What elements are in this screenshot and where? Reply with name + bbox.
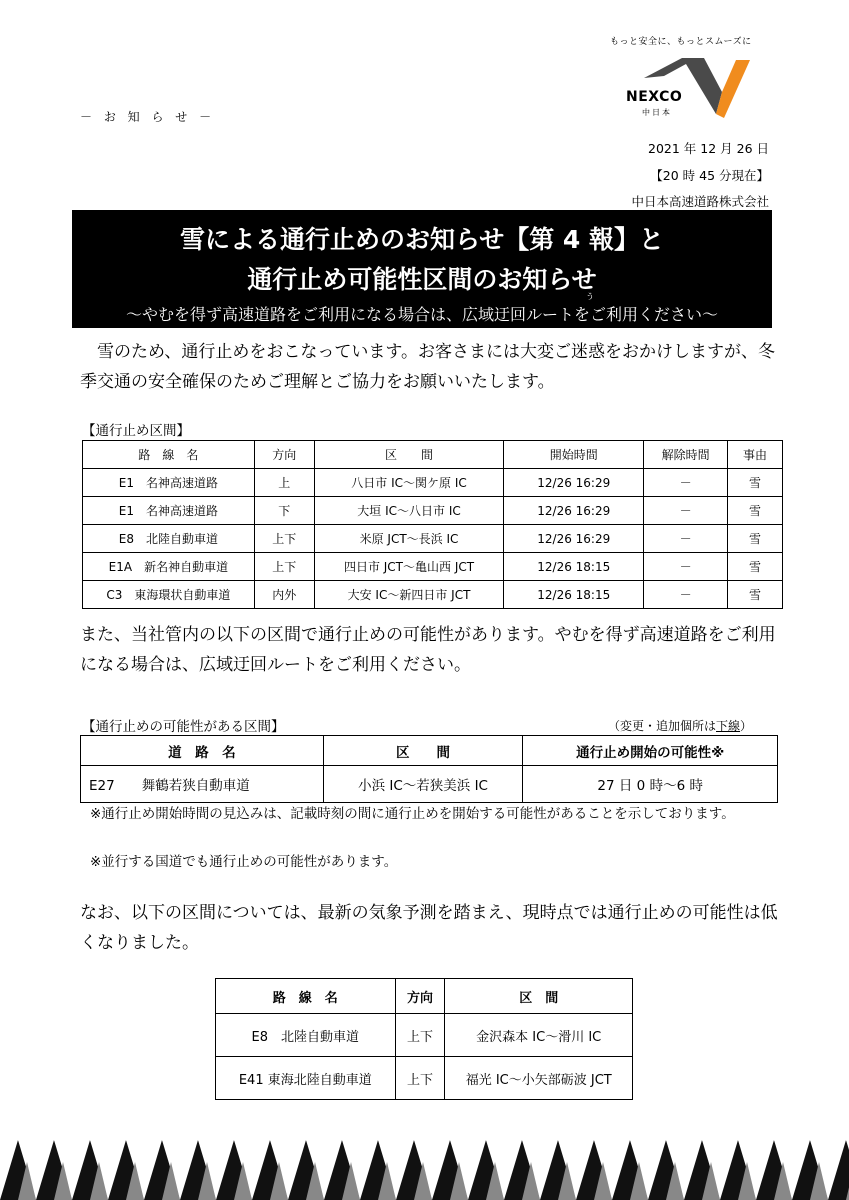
cell-start: 12/26 16:29 [504, 497, 644, 525]
col-header-section: 区 間 [445, 979, 633, 1014]
cell-route: E8 北陸自動車道 [216, 1014, 396, 1057]
issue-date: 2021 年 12 月 26 日 [648, 141, 769, 156]
cell-reason: 雪 [728, 469, 783, 497]
title-line-1: 雪による通行止めのお知らせ【第 4 報】と [179, 225, 665, 254]
closures-table [82, 440, 783, 609]
col-header-section: 区 間 [314, 441, 504, 469]
possible-label: 【通行止めの可能性がある区間】 [82, 719, 285, 735]
col-header-release: 解除時間 [644, 441, 728, 469]
cell-release: － [644, 525, 728, 553]
company-name: 中日本高速道路株式会社 [631, 194, 769, 209]
closures-label: 【通行止め区間】 [82, 423, 190, 439]
cell-reason: 雪 [728, 525, 783, 553]
legend-suffix: ） [740, 719, 753, 733]
table-header-row [81, 736, 778, 766]
table-row [216, 1057, 633, 1100]
cell-release: － [644, 497, 728, 525]
cell-start: 12/26 16:29 [504, 469, 644, 497]
low-possibility-paragraph: なお、以下の区間については、最新の気象予測を踏まえ、現時点では通行止めの可能性は低くなりました。 [80, 903, 778, 953]
logo-text: NEXCO [626, 89, 683, 105]
cell-route: E1A 新名神自動車道 [83, 553, 255, 581]
footer-triangle [828, 1140, 849, 1200]
possible-closures-table [80, 735, 778, 803]
cell-section: 福光 IC～小矢部砺波 JCT [445, 1057, 633, 1100]
nexco-logo [624, 56, 750, 122]
low-possibility-table [215, 978, 633, 1100]
cell-release: － [644, 553, 728, 581]
cell-section: 小浜 IC～若狭美浜 IC [323, 766, 523, 803]
table-row [83, 497, 783, 525]
col-header-road: 道 路 名 [81, 736, 324, 766]
cell-start: 12/26 16:29 [504, 525, 644, 553]
cell-section: 大安 IC～新四日市 JCT [314, 581, 504, 609]
cell-route: E1 名神高速道路 [83, 469, 255, 497]
tagline: もっと安全に、もっとスムーズに [610, 37, 752, 47]
table-row [81, 766, 778, 803]
title-subtitle: ～やむを得ず高速道路をご利用になる場合は、広域迂回ルートをご利用ください～ [125, 305, 718, 324]
cell-direction: 内外 [254, 581, 314, 609]
title-line-2: 通行止め可能性区間のお知らせ [247, 265, 597, 294]
cell-route: E1 名神高速道路 [83, 497, 255, 525]
cell-route: E41 東海北陸自動車道 [216, 1057, 396, 1100]
col-header-direction: 方向 [254, 441, 314, 469]
col-header-possibility: 通行止め開始の可能性※ [523, 736, 778, 766]
table-row [83, 469, 783, 497]
table-row [83, 525, 783, 553]
table-row [216, 1014, 633, 1057]
cell-release: － [644, 581, 728, 609]
cell-direction: 上下 [254, 553, 314, 581]
change-legend [608, 717, 752, 734]
cell-section: 米原 JCT～長浜 IC [314, 525, 504, 553]
cell-section: 金沢森本 IC～滑川 IC [445, 1014, 633, 1057]
col-header-reason: 事由 [728, 441, 783, 469]
cell-route: E8 北陸自動車道 [83, 525, 255, 553]
legend-underline-sample: 下線 [716, 719, 741, 733]
cell-road: E27 舞鶴若狭自動車道 [81, 766, 324, 803]
note-start-time: ※通行止め開始時間の見込みは、記載時刻の間に通行止めを開始する可能性があることを示しております。 [90, 806, 735, 822]
col-header-route: 路 線 名 [216, 979, 396, 1014]
cell-start: 12/26 18:15 [504, 581, 644, 609]
cell-reason: 雪 [728, 581, 783, 609]
title-banner [72, 210, 772, 328]
col-header-route: 路 線 名 [83, 441, 255, 469]
cell-direction: 下 [254, 497, 314, 525]
table-header-row [83, 441, 783, 469]
cell-start: 12/26 18:15 [504, 553, 644, 581]
cell-reason: 雪 [728, 553, 783, 581]
table-header-row [216, 979, 633, 1014]
cell-direction: 上下 [395, 1057, 445, 1100]
possible-intro-paragraph: また、当社管内の以下の区間で通行止めの可能性があります。やむを得ず高速道路をご利用になる場合は、広域迂回ルートをご利用ください。 [80, 625, 776, 675]
cell-section: 八日市 IC～関ケ原 IC [314, 469, 504, 497]
logo-subtext: 中日本 [642, 108, 672, 117]
notice-label: － お 知 ら せ － [80, 110, 216, 124]
table-row [83, 553, 783, 581]
table-row [83, 581, 783, 609]
cell-section: 四日市 JCT～亀山西 JCT [314, 553, 504, 581]
as-of-time: 【20 時 45 分現在】 [650, 168, 769, 183]
col-header-direction: 方向 [395, 979, 445, 1014]
cell-route: C3 東海環状自動車道 [83, 581, 255, 609]
cell-reason: 雪 [728, 497, 783, 525]
footer-triangle-pattern [0, 1140, 849, 1200]
cell-release: － [644, 469, 728, 497]
cell-possibility: 27 日 0 時～6 時 [523, 766, 778, 803]
cell-direction: 上 [254, 469, 314, 497]
cell-direction: 上下 [254, 525, 314, 553]
col-header-start: 開始時間 [504, 441, 644, 469]
ruby-annotation: う [586, 292, 594, 301]
footer-pattern-group [0, 1140, 849, 1200]
note-national-road: ※並行する国道でも通行止めの可能性があります。 [90, 854, 398, 870]
cell-direction: 上下 [395, 1014, 445, 1057]
col-header-section: 区 間 [323, 736, 523, 766]
legend-prefix: （変更・追加個所は [608, 719, 717, 733]
cell-section: 大垣 IC～八日市 IC [314, 497, 504, 525]
intro-paragraph: 雪のため、通行止めをおこなっています。お客さまには大変ご迷惑をおかけしますが、冬季交通の安全確保のためご理解とご協力をお願いいたします。 [80, 342, 775, 392]
